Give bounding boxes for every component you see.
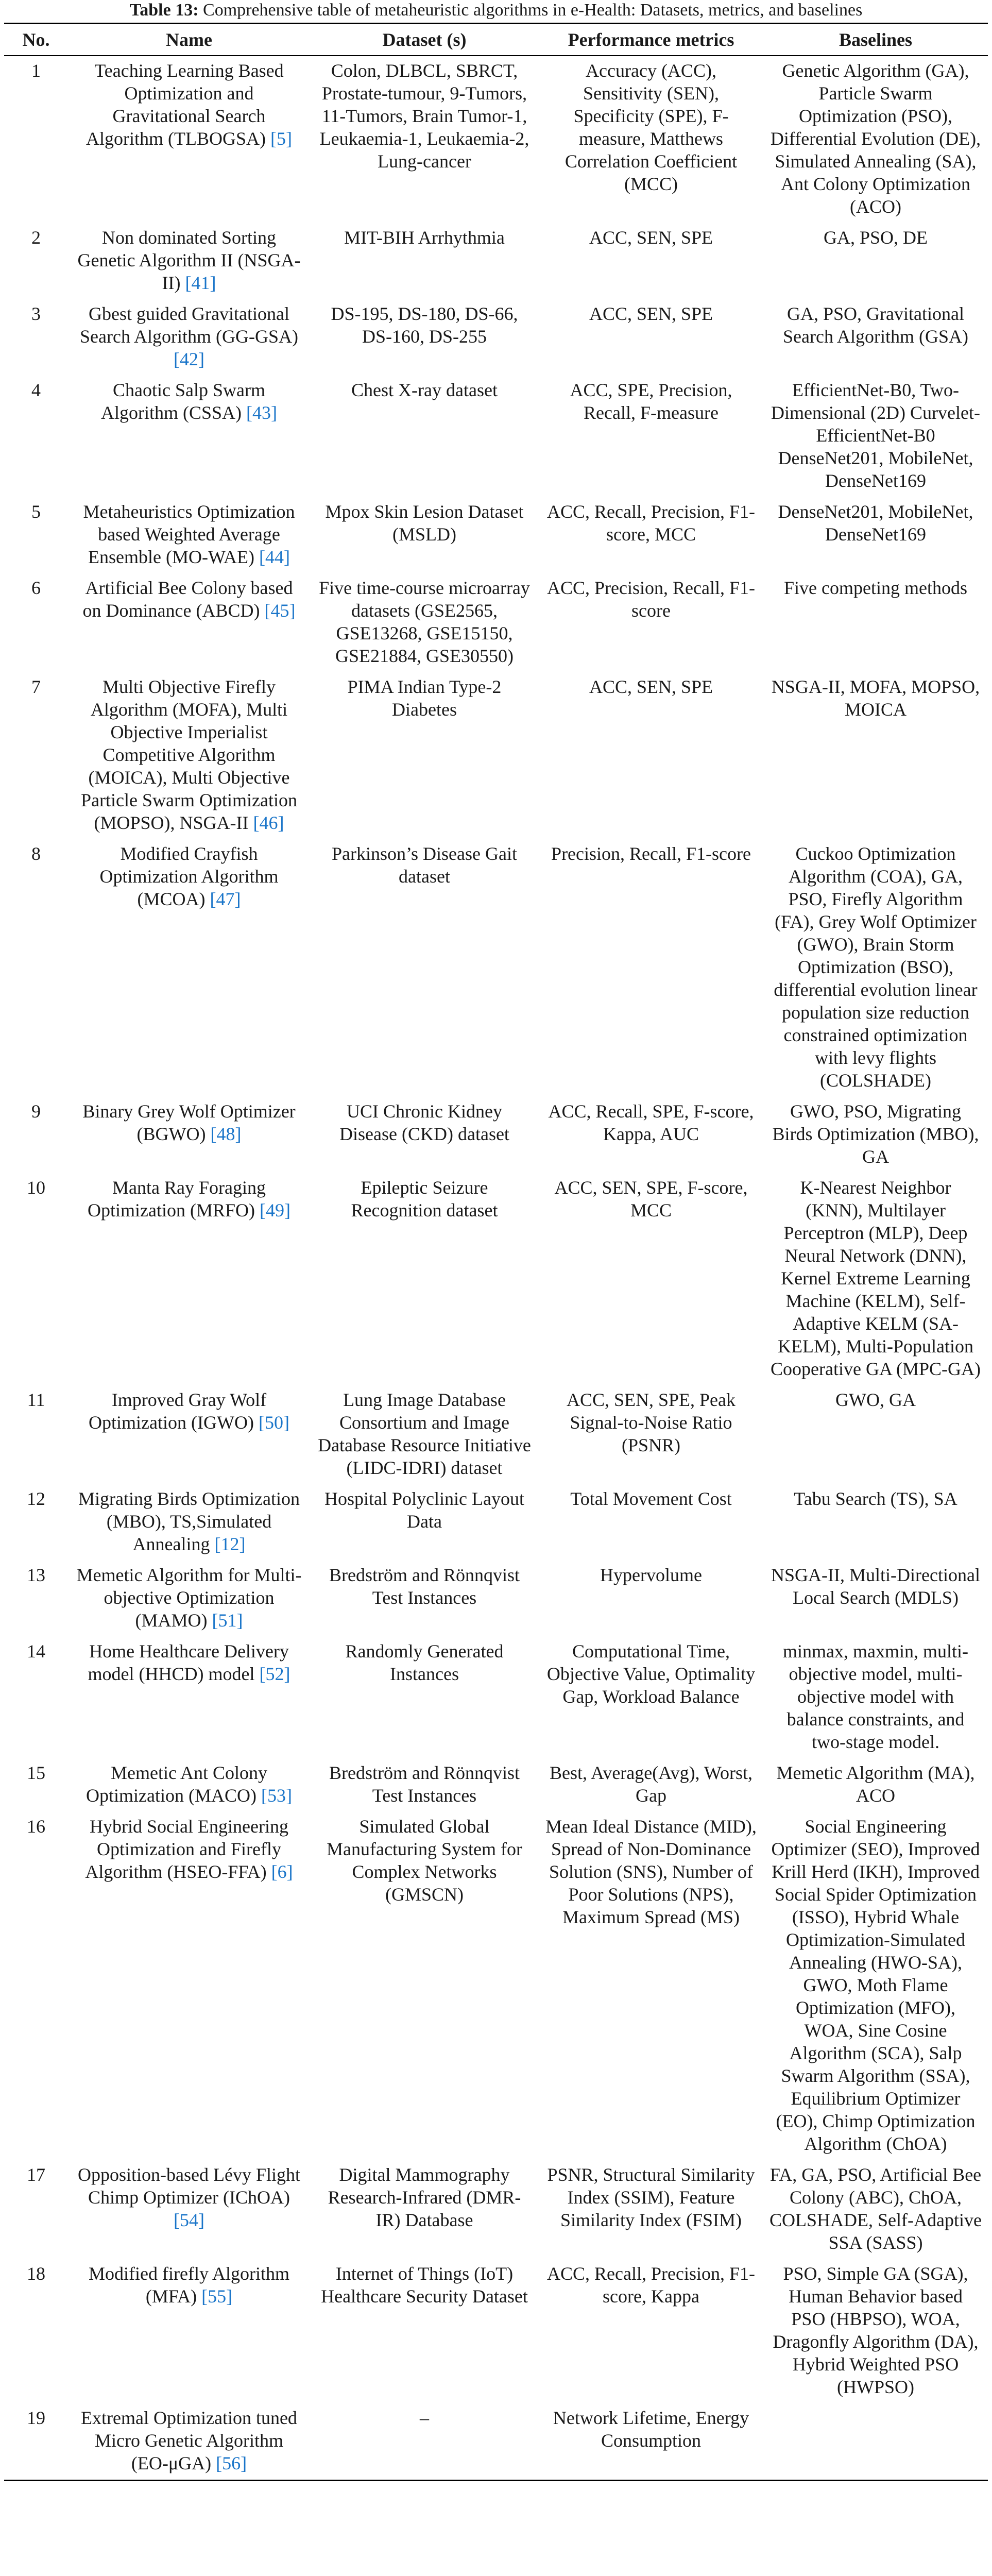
table-row [4,376,988,497]
table-row [4,299,988,376]
cell-name [68,839,310,1097]
cell-metrics-text: Hypervolume [600,1565,702,1585]
cell-metrics [539,1812,763,2160]
cell-no-text: 12 [27,1488,45,1509]
cell-baselines [763,2403,988,2481]
cell-no [4,573,68,672]
cell-baselines [763,223,988,299]
cell-metrics [539,839,763,1097]
table-row [4,1385,988,1484]
cell-metrics-text: ACC, Recall, Precision, F1-score, MCC [547,501,755,545]
cell-no [4,1637,68,1758]
cell-dataset [310,1812,539,2160]
cell-metrics-text: ACC, Recall, Precision, F1-score, Kappa [547,2263,755,2307]
citation-link[interactable]: [42] [174,349,204,369]
cell-dataset-text: Chest X-ray dataset [351,380,498,400]
cell-dataset-text: Digital Mammography Research-Infrared (DMR-IR) Database [328,2164,521,2230]
cell-name-text: Modified firefly Algorithm (MFA) [89,2263,289,2307]
cell-metrics-text: ACC, SPE, Precision, Recall, F-measure [570,380,732,423]
cell-dataset [310,1484,539,1561]
citation-link[interactable]: [45] [264,600,296,621]
cell-baselines-text: PSO, Simple GA (SGA), Human Behavior based PSO (HBPSO), WOA, Dragonfly Algorithm (DA), Hybrid Weighted PSO (HWPSO) [773,2263,979,2397]
caption-text: Comprehensive table of metaheuristic algorithms in e-Health: Datasets, metrics, and baselines [203,1,863,20]
cell-baselines [763,573,988,672]
cell-dataset [310,1637,539,1758]
cell-baselines [763,299,988,376]
cell-dataset-text: Epileptic Seizure Recognition dataset [351,1177,498,1221]
cell-dataset [310,299,539,376]
cell-no [4,2160,68,2259]
cell-metrics [539,2259,763,2403]
cell-name [68,1385,310,1484]
cell-metrics-text: ACC, SEN, SPE, Peak Signal-to-Noise Ratio (PSNR) [566,1389,736,1455]
cell-metrics [539,299,763,376]
cell-name-text: Non dominated Sorting Genetic Algorithm II (NSGA-II) [77,227,301,293]
metaheuristics-table [4,23,988,2481]
cell-name-text: Memetic Algorithm for Multi-objective Optimization (MAMO) [76,1565,302,1631]
table-row [4,1758,988,1812]
cell-dataset [310,1385,539,1484]
cell-name [68,497,310,573]
cell-baselines-text: GA, PSO, Gravitational Search Algorithm (GSA) [783,303,968,347]
cell-dataset [310,1097,539,1173]
cell-no-text: 18 [27,2263,45,2284]
table-body [4,56,988,2481]
cell-name [68,573,310,672]
table-caption [0,0,992,23]
cell-no-text: 7 [31,676,41,697]
cell-name [68,672,310,839]
cell-name-text: Migrating Birds Optimization (MBO), TS,Simulated Annealing [78,1488,300,1554]
cell-metrics-text: ACC, SEN, SPE [589,227,713,248]
cell-metrics [539,376,763,497]
cell-name-text: Metaheuristics Optimization based Weighted Average Ensemble (MO-WAE) [83,501,295,567]
header-metrics: Performance metrics [539,24,763,56]
cell-metrics-text: ACC, Recall, SPE, F-score, Kappa, AUC [548,1101,754,1144]
cell-no [4,1812,68,2160]
cell-dataset-text: MIT-BIH Arrhythmia [344,227,505,248]
cell-dataset [310,376,539,497]
cell-name [68,1561,310,1637]
cell-baselines [763,1385,988,1484]
cell-baselines-text: NSGA-II, MOFA, MOPSO, MOICA [771,676,980,720]
header-no: No. [4,24,68,56]
cell-no [4,1484,68,1561]
cell-no-text: 8 [31,843,41,864]
cell-no-text: 11 [27,1389,45,1410]
table-row [4,2160,988,2259]
cell-no-text: 9 [31,1101,41,1122]
cell-baselines [763,1561,988,1637]
cell-metrics-text: Mean Ideal Distance (MID), Spread of Non-Dominance Solution (SNS), Number of Poor Solutions (NPS), Maximum Spread (MS) [545,1816,757,1927]
cell-dataset [310,497,539,573]
cell-metrics-text: Accuracy (ACC), Sensitivity (SEN), Specificity (SPE), F-measure, Matthews Correlation Coefficient (MCC) [565,60,738,194]
citation-link[interactable]: [48] [210,1124,242,1144]
cell-dataset-text: Bredström and Rönnqvist Test Instances [329,1762,520,1806]
table-row [4,2259,988,2403]
cell-metrics [539,497,763,573]
cell-dataset-text: Five time-course microarray datasets (GSE2565, GSE13268, GSE15150, GSE21884, GSE30550) [319,578,530,666]
cell-name [68,1484,310,1561]
cell-metrics [539,1484,763,1561]
cell-name [68,1097,310,1173]
table-row [4,2403,988,2481]
cell-baselines [763,376,988,497]
header-baselines: Baselines [763,24,988,56]
cell-no-text: 14 [27,1641,45,1662]
cell-metrics [539,1637,763,1758]
cell-no-text: 15 [27,1762,45,1783]
cell-name-text: Hybrid Social Engineering Optimization and Firefly Algorithm (HSEO-FFA) [85,1816,288,1882]
cell-metrics-text: Network Lifetime, Energy Consumption [553,2408,749,2451]
cell-baselines-text: Tabu Search (TS), SA [794,1488,957,1509]
cell-baselines-text: K-Nearest Neighbor (KNN), Multilayer Perceptron (MLP), Deep Neural Network (DNN), Kernel Extreme Learning Machine (KELM), Self-Adaptive KELM (SA-KELM), Multi-Population Cooperative GA (MPC-GA) [771,1177,981,1379]
cell-metrics-text: Best, Average(Avg), Worst, Gap [549,1762,752,1806]
cell-name-text: Gbest guided Gravitational Search Algorithm (GG-GSA) [80,303,298,347]
table-row [4,573,988,672]
cell-name-text: Memetic Ant Colony Optimization (MACO) [86,1762,267,1806]
cell-baselines [763,672,988,839]
cell-name [68,376,310,497]
cell-name-text: Home Healthcare Delivery model (HHCD) model [88,1641,289,1684]
caption-label: Table 13: [129,1,199,20]
citation-link[interactable]: [12] [214,1534,246,1554]
cell-metrics-text: ACC, SEN, SPE [589,303,713,324]
cell-name-text: Modified Crayfish Optimization Algorithm (MCOA) [99,843,279,909]
cell-no [4,497,68,573]
cell-name [68,223,310,299]
citation-link[interactable]: [43] [246,402,277,423]
cell-no [4,1385,68,1484]
cell-name-text: Improved Gray Wolf Optimization (IGWO) [89,1389,267,1433]
cell-name [68,1173,310,1385]
cell-metrics [539,223,763,299]
cell-baselines-text: Genetic Algorithm (GA), Particle Swarm Optimization (PSO), Differential Evolution (DE), Simulated Annealing (SA), Ant Colony Optimization (ACO) [770,60,981,217]
cell-dataset [310,2403,539,2481]
table-row [4,1173,988,1385]
cell-no-text: 1 [31,60,41,81]
cell-dataset-text: Lung Image Database Consortium and Image Database Resource Initiative (LIDC-IDRI) dataset [318,1389,531,1478]
cell-name [68,2160,310,2259]
citation-link[interactable]: [44] [259,547,290,567]
table-row [4,497,988,573]
cell-no-text: 13 [27,1565,45,1585]
citation-link[interactable]: [49] [260,1200,290,1221]
cell-no-text: 10 [27,1177,45,1198]
cell-no [4,1173,68,1385]
cell-no [4,376,68,497]
cell-dataset-text: DS-195, DS-180, DS-66, DS-160, DS-255 [331,303,518,347]
cell-metrics [539,1173,763,1385]
cell-no-text: 17 [27,2164,45,2185]
cell-metrics [539,2160,763,2259]
cell-baselines-text: Social Engineering Optimizer (SEO), Improved Krill Herd (IKH), Improved Social Spider Optimization (ISSO), Hybrid Whale Optimization-Simulated Annealing (HWO-SA), GWO, Moth Flame Optimization (MFO), WOA, Sine Cosine Algorithm (SCA), Salp Swarm Algorithm (SSA), Equilibrium Optimizer (EO), Chimp Optimization Algorithm (ChOA) [771,1816,980,2154]
cell-dataset [310,56,539,223]
cell-name [68,1637,310,1758]
cell-name-text: Manta Ray Foraging Optimization (MRFO) [88,1177,266,1221]
cell-metrics-text: PSNR, Structural Similarity Index (SSIM), Feature Similarity Index (FSIM) [547,2164,755,2230]
cell-no [4,1097,68,1173]
cell-baselines [763,1758,988,1812]
cell-baselines-text: NSGA-II, Multi-Directional Local Search (MDLS) [771,1565,980,1608]
citation-link[interactable]: [54] [174,2210,204,2230]
cell-dataset-text: Simulated Global Manufacturing System for Complex Networks (GMSCN) [327,1816,522,1905]
citation-link[interactable]: [56] [216,2453,247,2473]
cell-name-text: Teaching Learning Based Optimization and Gravitational Search Algorithm (TLBOGSA) [86,60,284,149]
cell-dataset-text: Hospital Polyclinic Layout Data [324,1488,524,1532]
cell-name-text: Binary Grey Wolf Optimizer (BGWO) [82,1101,296,1144]
cell-dataset [310,672,539,839]
cell-name-text: Extremal Optimization tuned Micro Genetic Algorithm (EO-μGA) [81,2408,297,2473]
cell-no [4,672,68,839]
cell-dataset [310,2259,539,2403]
table-row [4,1097,988,1173]
cell-no-text: 2 [31,227,41,248]
cell-name [68,299,310,376]
cell-no-text: 19 [27,2408,45,2428]
cell-metrics [539,1097,763,1173]
cell-name [68,56,310,223]
cell-metrics [539,1758,763,1812]
cell-baselines-text: EfficientNet-B0, Two-Dimensional (2D) Curvelet-EfficientNet-B0 DenseNet201, MobileNet, DenseNet169 [771,380,980,491]
cell-no [4,2403,68,2481]
cell-name [68,2403,310,2481]
cell-dataset-text: Bredström and Rönnqvist Test Instances [329,1565,520,1608]
cell-metrics-text: ACC, Precision, Recall, F1-score [547,578,755,621]
cell-dataset-text: PIMA Indian Type-2 Diabetes [347,676,502,720]
table-row [4,223,988,299]
cell-baselines-text: minmax, maxmin, multi-objective model, multi-objective model with balance constraints, and two-stage model. [783,1641,968,1752]
cell-no [4,299,68,376]
table-row [4,839,988,1097]
cell-baselines-text: GWO, PSO, Migrating Birds Optimization (MBO), GA [772,1101,979,1167]
cell-baselines [763,1173,988,1385]
cell-name [68,1812,310,2160]
table-row [4,1637,988,1758]
citation-link[interactable]: [46] [253,812,284,833]
cell-baselines-text: Cuckoo Optimization Algorithm (COA), GA, PSO, Firefly Algorithm (FA), Grey Wolf Optimizer (GWO), Brain Storm Optimization (BSO), differential evolution linear population size reduction constrained optimization with levy flights (COLSHADE) [774,843,978,1091]
cell-metrics-text: Precision, Recall, F1-score [551,843,751,864]
cell-no-text: 16 [27,1816,45,1837]
cell-dataset-text: Parkinson’s Disease Gait dataset [332,843,517,887]
citation-link[interactable]: [50] [258,1412,289,1433]
cell-metrics-text: ACC, SEN, SPE [589,676,713,697]
cell-dataset [310,2160,539,2259]
cell-baselines [763,56,988,223]
cell-name-text: Artificial Bee Colony based on Dominance (ABCD) [82,578,293,621]
cell-no [4,2259,68,2403]
cell-no [4,223,68,299]
citation-link[interactable]: [41] [185,273,216,293]
cell-no [4,1561,68,1637]
cell-baselines-text: GA, PSO, DE [823,227,928,248]
cell-no-text: 5 [31,501,41,522]
citation-link[interactable]: [51] [212,1610,243,1631]
cell-no-text: 6 [31,578,41,598]
cell-no [4,56,68,223]
cell-metrics [539,2403,763,2481]
citation-link[interactable]: [6] [271,1861,293,1882]
cell-metrics-text: ACC, SEN, SPE, F-score, MCC [554,1177,748,1221]
cell-baselines [763,1484,988,1561]
cell-metrics [539,56,763,223]
cell-name-text: Multi Objective Firefly Algorithm (MOFA), Multi Objective Imperialist Competitive Algorithm (MOICA), Multi Objective Particle Swarm Optimization (MOPSO), NSGA-II [81,676,297,833]
cell-dataset-text: – [420,2408,429,2428]
cell-baselines-text: Memetic Algorithm (MA), ACO [776,1762,975,1806]
cell-dataset [310,1173,539,1385]
cell-dataset-text: UCI Chronic Kidney Disease (CKD) dataset [339,1101,509,1144]
cell-baselines [763,839,988,1097]
cell-no [4,839,68,1097]
citation-link[interactable]: [47] [210,889,241,909]
header-dataset: Dataset (s) [310,24,539,56]
cell-dataset [310,223,539,299]
cell-baselines-text: FA, GA, PSO, Artificial Bee Colony (ABC), ChOA, COLSHADE, Self-Adaptive SSA (SASS) [769,2164,982,2253]
cell-dataset-text: Colon, DLBCL, SBRCT, Prostate-tumour, 9-Tumors, 11-Tumors, Brain Tumor-1, Leukaemia-1, Leukaemia-2, Lung-cancer [319,60,529,172]
table-row [4,1812,988,2160]
citation-link[interactable]: [55] [201,2286,233,2307]
citation-link[interactable]: [5] [270,128,292,149]
table-row [4,672,988,839]
cell-metrics-text: Computational Time, Objective Value, Optimality Gap, Workload Balance [546,1641,756,1707]
header-name: Name [68,24,310,56]
cell-no [4,1758,68,1812]
cell-metrics [539,573,763,672]
cell-metrics [539,672,763,839]
table-row [4,1484,988,1561]
cell-baselines [763,2160,988,2259]
cell-name-text: Opposition-based Lévy Flight Chimp Optimizer (IChOA) [78,2164,300,2208]
cell-name-text: Chaotic Salp Swarm Algorithm (CSSA) [100,380,265,423]
cell-dataset [310,1561,539,1637]
cell-metrics [539,1561,763,1637]
cell-baselines-text: DenseNet201, MobileNet, DenseNet169 [778,501,973,545]
citation-link[interactable]: [53] [261,1785,292,1806]
cell-dataset-text: Internet of Things (IoT) Healthcare Security Dataset [321,2263,528,2307]
cell-baselines [763,497,988,573]
cell-dataset-text: Randomly Generated Instances [345,1641,504,1684]
cell-name [68,1758,310,1812]
header-row [4,24,988,56]
cell-baselines [763,2259,988,2403]
cell-dataset [310,1758,539,1812]
table-row [4,56,988,223]
cell-dataset-text: Mpox Skin Lesion Dataset (MSLD) [325,501,524,545]
cell-dataset [310,839,539,1097]
cell-dataset [310,573,539,672]
cell-baselines [763,1637,988,1758]
citation-link[interactable]: [52] [259,1664,290,1684]
cell-baselines-text: GWO, GA [835,1389,916,1410]
cell-name [68,2259,310,2403]
cell-baselines-text: Five competing methods [784,578,967,598]
table-row [4,1561,988,1637]
cell-no-text: 4 [31,380,41,400]
cell-metrics [539,1385,763,1484]
cell-baselines [763,1097,988,1173]
cell-no-text: 3 [31,303,41,324]
cell-metrics-text: Total Movement Cost [570,1488,732,1509]
cell-baselines [763,1812,988,2160]
